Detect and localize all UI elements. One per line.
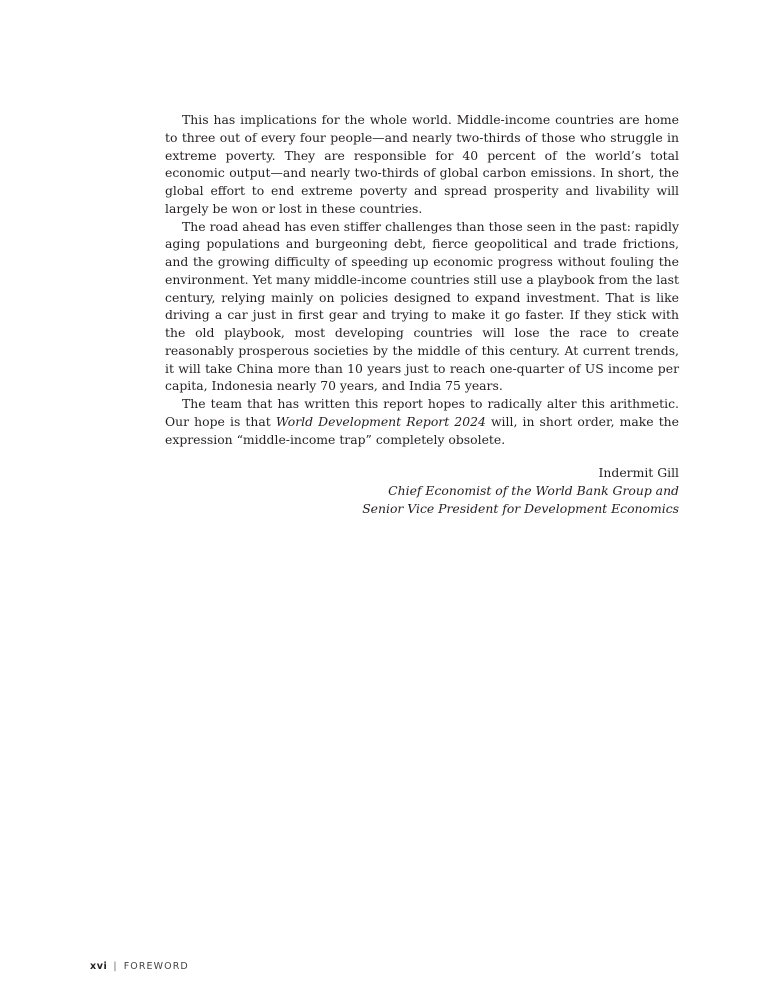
footer-separator: |	[113, 961, 118, 972]
report-title-italic: World Development Report 2024	[275, 413, 486, 429]
foreword-body	[165, 111, 679, 518]
section-name: FOREWORD	[123, 961, 189, 972]
paragraph-team-hopes-start: The team that has written this report hopes to radically alter this arithmetic. Our hope is that	[165, 396, 679, 429]
signature-block	[165, 464, 679, 517]
signatory-title-line-1: Chief Economist of the World Bank Group and	[388, 483, 679, 498]
paragraph-implications: This has implications for the whole world. Middle-income countries are home to three out of every four people—and nearly two-thirds of those who struggle in extreme poverty. They are responsible for 40 percent of the world’s total economic output—and nearly two-thirds of global carbon emissions. In short, the global effort to end extreme poverty and spread prosperity and livability will largely be won or lost in these countries.	[165, 112, 679, 216]
page-number: xvi	[90, 961, 108, 972]
page-footer	[90, 961, 189, 972]
paragraph-team-hopes	[165, 395, 679, 448]
signatory-title-line-2: Senior Vice President for Development Economics	[362, 500, 679, 516]
paragraph-road-ahead: The road ahead has even stiffer challenges than those seen in the past: rapidly aging populations and burgeoning debt, fierce geopolitical and trade frictions, and the growing difficulty of speeding up economic progress without fouling the environment. Yet many middle-income countries still use a playbook from the last century, relying mainly on policies designed to expand investment. That is like driving a car just in first gear and trying to make it go faster. If they stick with the old playbook, most developing countries will lose the race to create reasonably prosperous societies by the middle of this century. At current trends, it will take China more than 10 years just to reach one-quarter of US income per capita, Indonesia nearly 70 years, and India 75 years.	[165, 218, 679, 394]
signatory-name: Indermit Gill	[598, 465, 679, 481]
paragraph-team-hopes-end: will, in short order, make the expression “middle-income trap” completely obsolete.	[165, 413, 679, 447]
